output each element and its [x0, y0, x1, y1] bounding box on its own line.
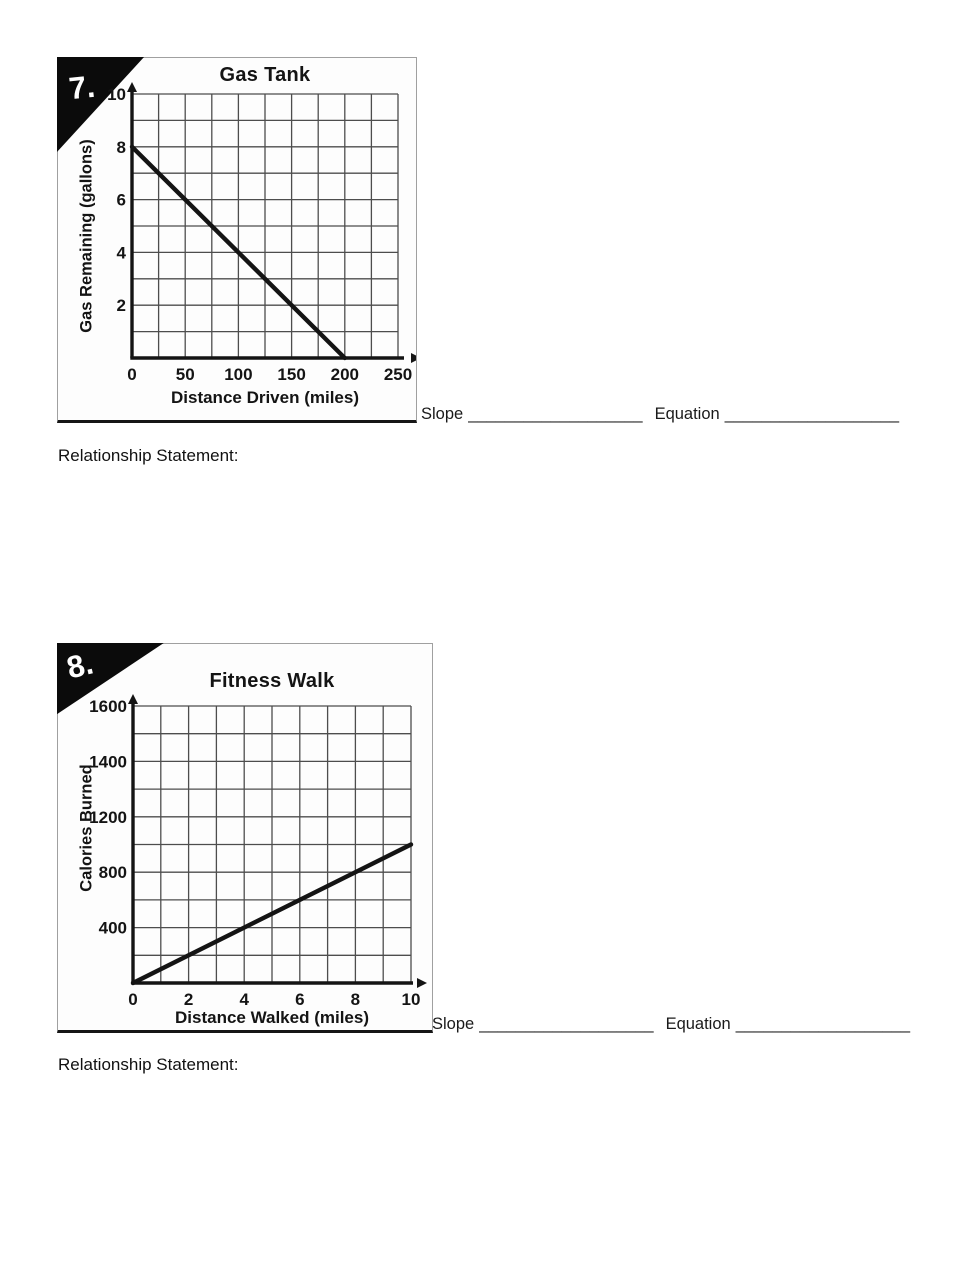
equation-blank: ___________________: [735, 1015, 911, 1033]
chart-title: Gas Tank: [219, 64, 311, 86]
grid-lines: [133, 706, 411, 983]
svg-text:2: 2: [116, 296, 126, 316]
y-axis-label: Gas Remaining (gallons): [77, 139, 96, 333]
problem-number: 7.: [67, 68, 97, 107]
fitness-walk-plot: [87, 694, 429, 1013]
svg-text:4: 4: [116, 243, 126, 263]
svg-text:1600: 1600: [89, 697, 127, 716]
svg-text:1200: 1200: [89, 807, 127, 827]
y-axis-label: Calories Burned: [77, 764, 96, 892]
svg-text:6: 6: [116, 190, 126, 210]
x-axis-arrow-icon: [411, 353, 416, 363]
svg-text:800: 800: [98, 863, 127, 883]
equation-label: Equation: [665, 1015, 731, 1033]
svg-text:6: 6: [295, 990, 305, 1009]
y-axis-arrow-icon: [127, 82, 137, 92]
svg-text:100: 100: [224, 365, 253, 384]
answer-row: [432, 1014, 910, 1035]
svg-text:0: 0: [127, 365, 137, 384]
svg-text:400: 400: [98, 918, 127, 938]
svg-text:250: 250: [383, 365, 413, 384]
x-tick-labels: [127, 365, 412, 384]
x-axis-label: Distance Walked (miles): [175, 1008, 369, 1027]
slope-blank: ___________________: [479, 1015, 654, 1033]
relationship-statement-label: Relationship Statement:: [58, 1055, 239, 1074]
chart-title: Fitness Walk: [209, 670, 335, 692]
axes: [130, 91, 404, 358]
svg-text:2: 2: [183, 990, 194, 1009]
svg-text:50: 50: [175, 365, 195, 384]
y-tick-labels: [89, 697, 127, 938]
svg-text:1400: 1400: [89, 752, 127, 772]
slope-label: Slope: [432, 1015, 475, 1033]
equation-label: Equation: [654, 405, 720, 423]
y-tick-labels: [107, 85, 126, 315]
gas-tank-chart-card: [57, 57, 417, 423]
svg-text:200: 200: [330, 365, 359, 384]
grid-lines: [132, 94, 398, 358]
svg-text:0: 0: [128, 990, 138, 1009]
fitness-walk-chart-card: [57, 643, 433, 1033]
y-axis-arrow-icon: [128, 694, 138, 704]
slope-label: Slope: [421, 405, 464, 423]
x-axis-label: Distance Driven (miles): [170, 388, 359, 407]
answer-row: [421, 404, 899, 425]
svg-text:8: 8: [350, 990, 361, 1009]
svg-text:10: 10: [107, 85, 126, 104]
svg-text:8: 8: [116, 137, 126, 157]
svg-text:10: 10: [401, 990, 421, 1009]
slope-blank: ___________________: [468, 405, 643, 423]
svg-text:4: 4: [239, 990, 249, 1009]
relationship-statement-label: Relationship Statement:: [58, 446, 239, 465]
x-axis-arrow-icon: [417, 978, 427, 988]
svg-text:150: 150: [277, 365, 306, 384]
gas-tank-plot: [102, 82, 416, 388]
problem-number: 8.: [63, 645, 97, 686]
x-tick-labels: [128, 990, 420, 1009]
equation-blank: ___________________: [724, 405, 900, 423]
